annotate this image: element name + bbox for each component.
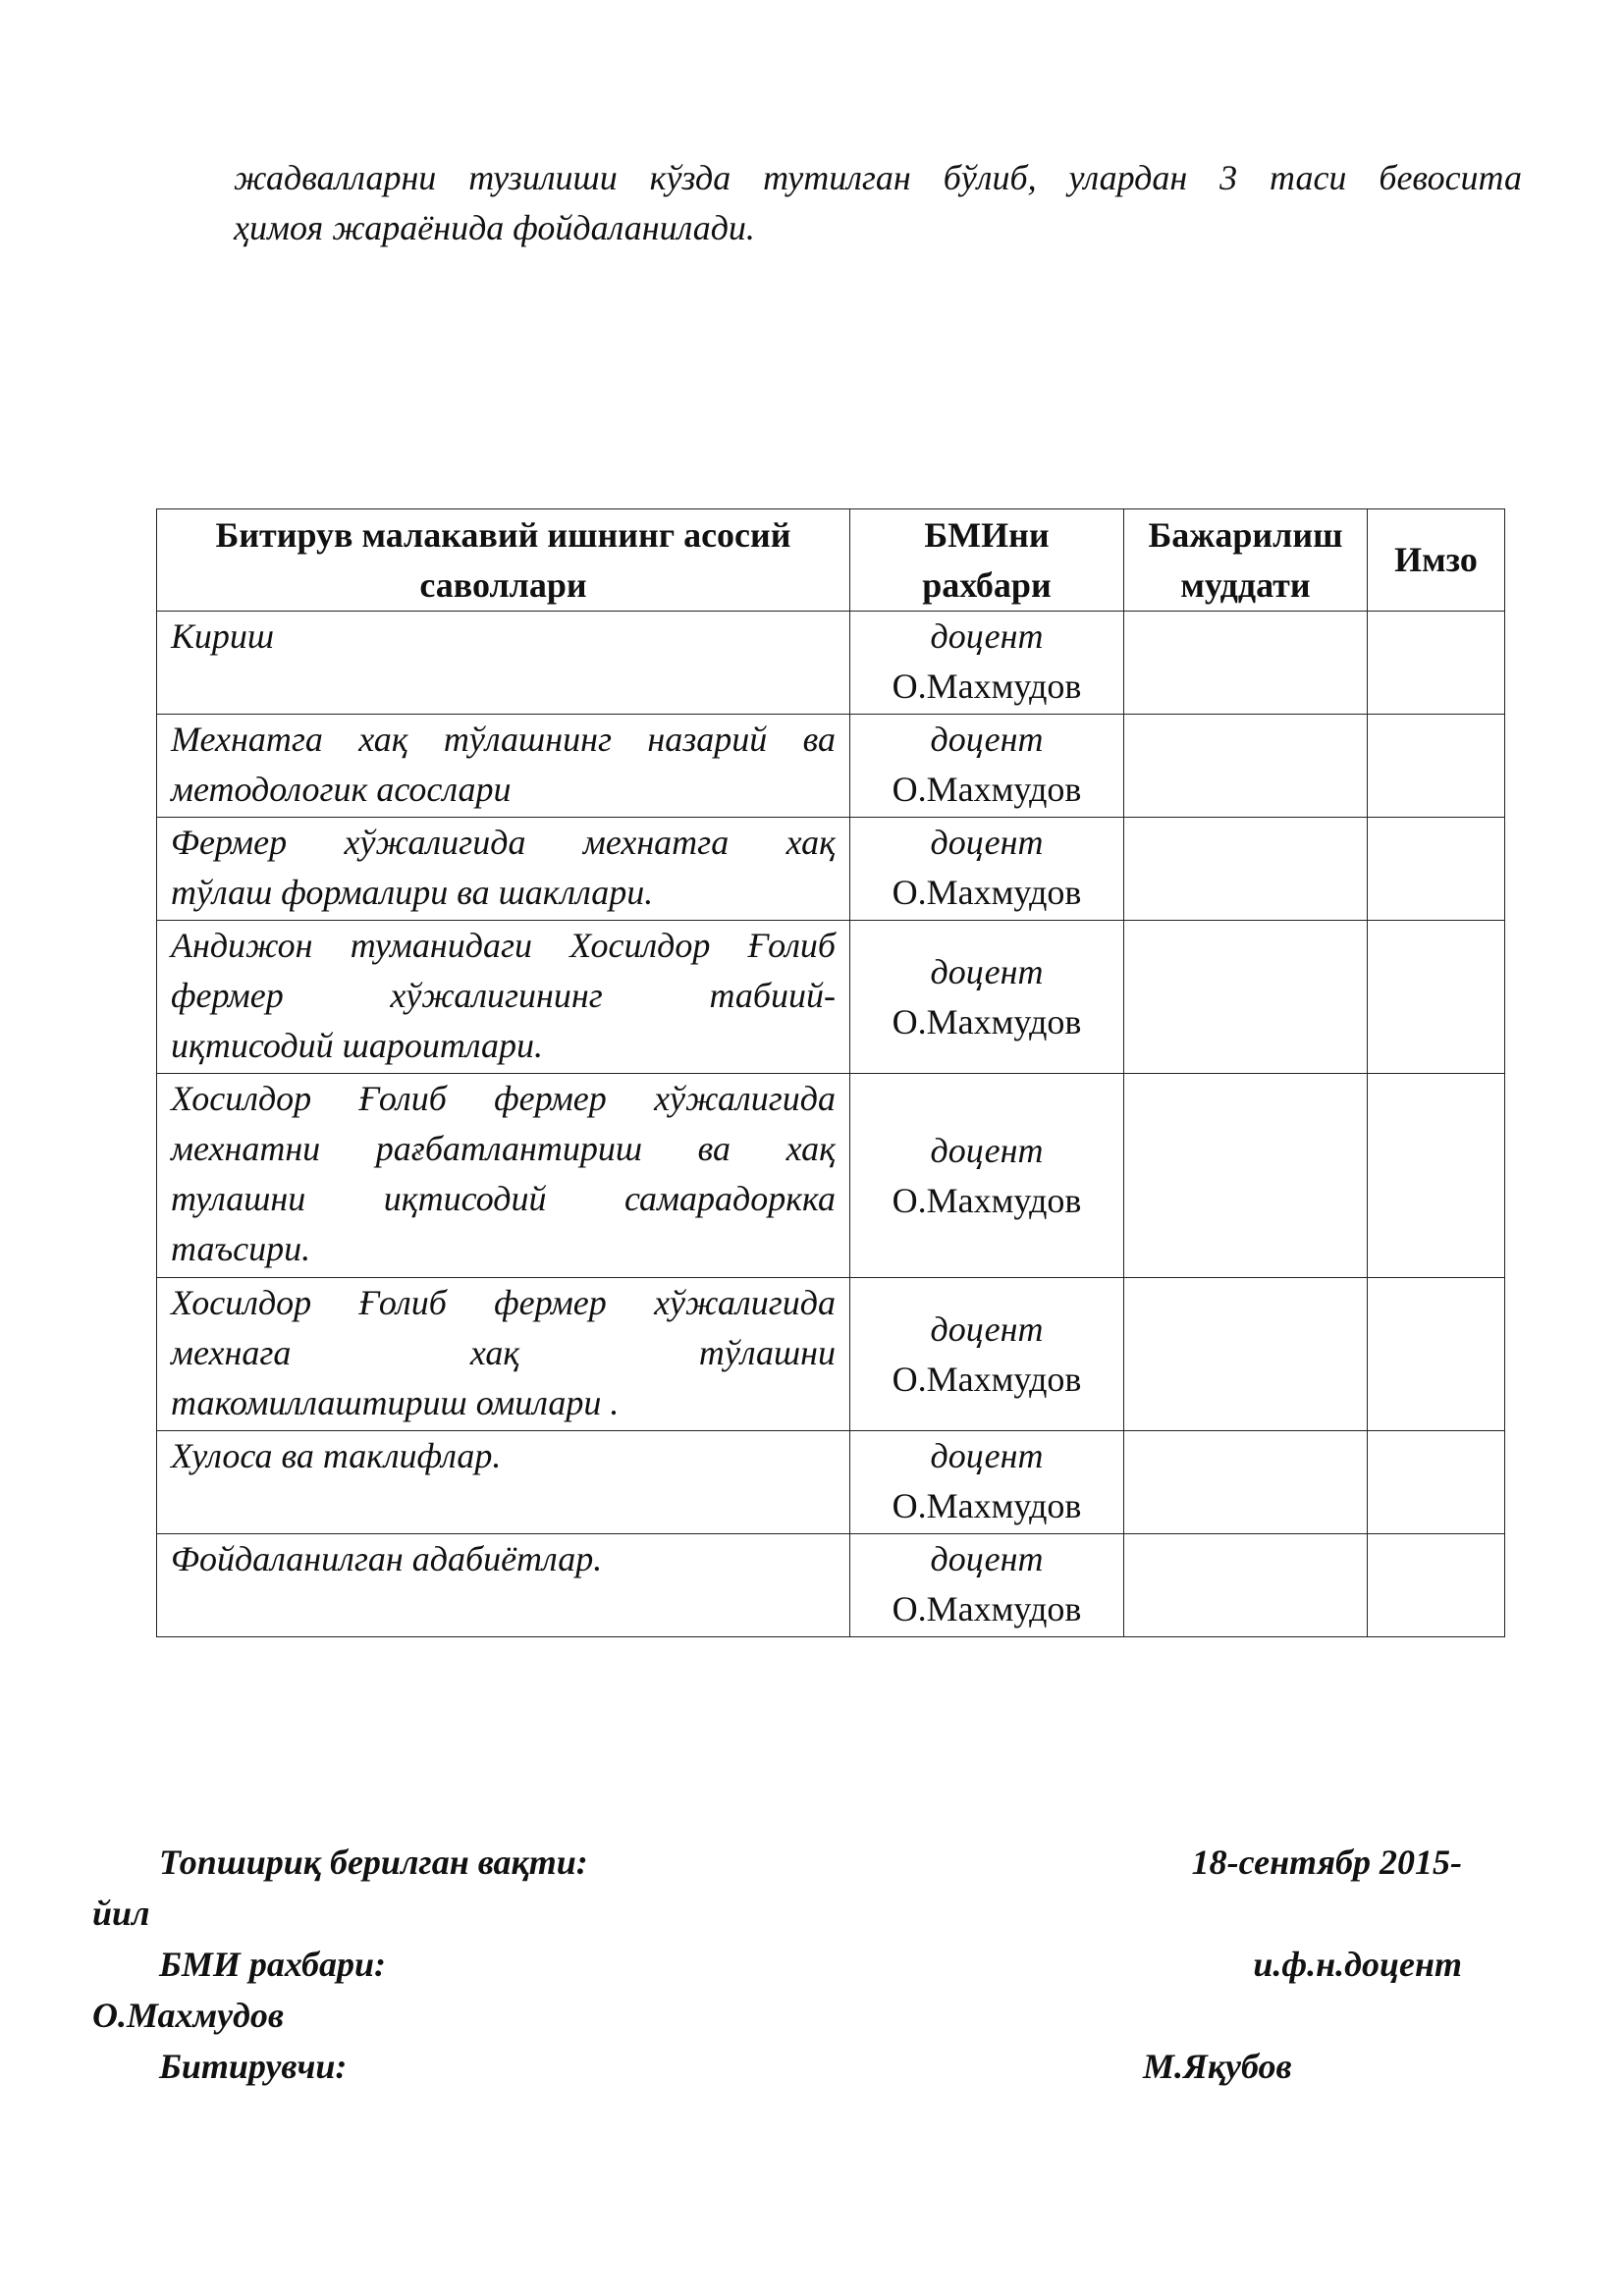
topic-cell: Хосилдор Ғолиб фермер хўжалигида мехнатни рағбатлантириш ва хақ тулашни иқтисодий самарадоркка таъсири. xyxy=(157,1074,850,1278)
supervisor-cell: доцент О.Махмудов xyxy=(850,1074,1124,1278)
deadline-cell xyxy=(1124,715,1368,818)
graduate-name: М.Яқубов xyxy=(1143,2047,1292,2086)
table-row xyxy=(157,1431,1505,1534)
deadline-cell xyxy=(1124,1534,1368,1637)
graduate-label: Битирувчи: xyxy=(159,2047,348,2086)
topic-cell: Мехнатга хақ тўлашнинг назарий ва методологик асослари xyxy=(157,715,850,818)
table-row xyxy=(157,1534,1505,1637)
header-supervisor: БМИни рахбари xyxy=(850,509,1124,612)
topic-cell: Фермер хўжалигида мехнатга хақ тўлаш формалири ва шакллари. xyxy=(157,818,850,921)
signature-cell xyxy=(1368,818,1505,921)
topic-cell: Кириш xyxy=(157,612,850,715)
deadline-cell xyxy=(1124,921,1368,1074)
intro-line-2: ҳимоя жараёнида фойдаланилади. xyxy=(234,208,755,247)
header-deadline: Бажарилиш муддати xyxy=(1124,509,1368,612)
deadline-cell xyxy=(1124,612,1368,715)
signature-cell xyxy=(1368,715,1505,818)
intro-paragraph xyxy=(234,153,1522,253)
topic-cell: Хосилдор Ғолиб фермер хўжалигида мехнага хақ тўлашни такомиллаштириш омилари . xyxy=(157,1278,850,1431)
table-row xyxy=(157,715,1505,818)
assigned-date-label: Топшириқ берилган вақти: xyxy=(159,1842,588,1882)
deadline-cell xyxy=(1124,1278,1368,1431)
supervisor-cell: доцент О.Махмудов xyxy=(850,1278,1124,1431)
signature-cell xyxy=(1368,612,1505,715)
supervisor-cell: доцент О.Махмудов xyxy=(850,715,1124,818)
assigned-date-value: 18-сентябр 2015- xyxy=(1191,1842,1462,1882)
deadline-cell xyxy=(1124,1431,1368,1534)
supervisor-label: БМИ рахбари: xyxy=(159,1945,386,1984)
supervisor-name: О.Махмудов xyxy=(92,1996,284,2035)
table-row xyxy=(157,818,1505,921)
signature-cell xyxy=(1368,1534,1505,1637)
supervisor-cell: доцент О.Махмудов xyxy=(850,1534,1124,1637)
supervisor-cell: доцент О.Махмудов xyxy=(850,612,1124,715)
signature-cell xyxy=(1368,1278,1505,1431)
topic-cell: Андижон туманидаги Хосилдор Ғолиб фермер хўжалигининг табиий- иқтисодий шароитлари. xyxy=(157,921,850,1074)
table-row xyxy=(157,1278,1505,1431)
topic-cell: Фойдаланилган адабиётлар. xyxy=(157,1534,850,1637)
topic-cell: Хулоса ва таклифлар. xyxy=(157,1431,850,1534)
signature-cell xyxy=(1368,1431,1505,1534)
header-signature: Имзо xyxy=(1368,509,1505,612)
table-row xyxy=(157,921,1505,1074)
thesis-plan-table xyxy=(156,508,1505,1637)
header-topic: Битирув малакавий ишнинг асосий саволлари xyxy=(157,509,850,612)
supervisor-title: и.ф.н.доцент xyxy=(1253,1945,1462,1984)
assigned-date-year: йил xyxy=(92,1894,150,1933)
supervisor-cell: доцент О.Махмудов xyxy=(850,1431,1124,1534)
deadline-cell xyxy=(1124,1074,1368,1278)
intro-line-1: жадвалларни тузилиши кўзда тутилган бўлиб, улардан 3 таси бевосита xyxy=(234,158,1522,197)
table-header-row xyxy=(157,509,1505,612)
table-row xyxy=(157,1074,1505,1278)
supervisor-cell: доцент О.Махмудов xyxy=(850,818,1124,921)
table-row xyxy=(157,612,1505,715)
supervisor-cell: доцент О.Махмудов xyxy=(850,921,1124,1074)
deadline-cell xyxy=(1124,818,1368,921)
signature-cell xyxy=(1368,1074,1505,1278)
signature-cell xyxy=(1368,921,1505,1074)
